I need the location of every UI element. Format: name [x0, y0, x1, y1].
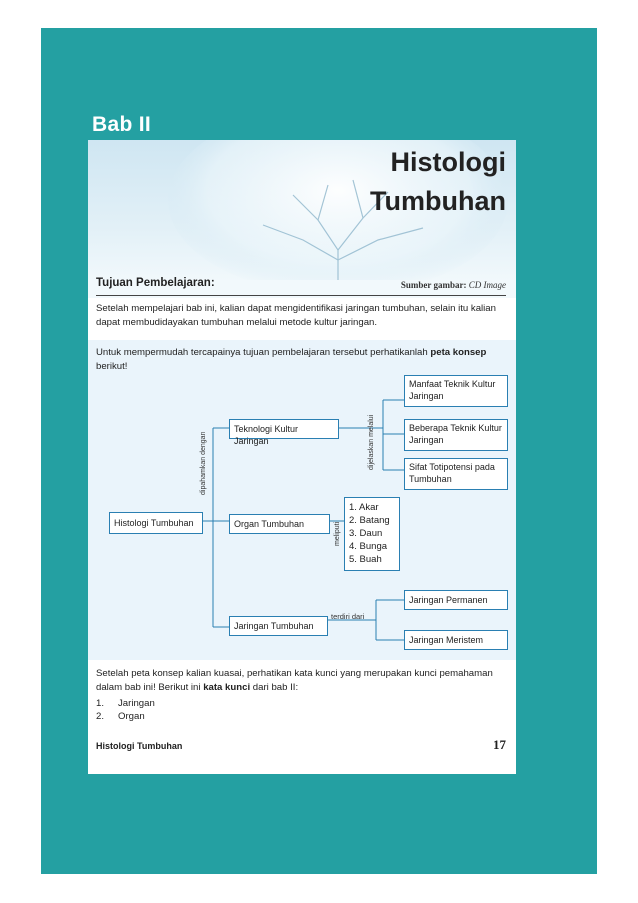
node-teknologi-item-3: Sifat Totipotensi pada Tumbuhan [404, 458, 508, 490]
footer-title: Histologi Tumbuhan [96, 741, 183, 751]
summary-text [96, 667, 508, 695]
organ-item-1: 1. Akar [349, 502, 379, 513]
objectives-heading: Tujuan Pembelajaran: [96, 277, 215, 289]
keyword-num: 2. [96, 711, 105, 722]
chapter-title-line1: Histologi [390, 147, 506, 177]
label-dipahamkan: dipahamkan dengan [200, 431, 207, 495]
chapter-title-line2: Tumbuhan [370, 186, 506, 216]
keyword-item-2 [96, 711, 145, 722]
node-teknologi-item-2: Beberapa Teknik Kultur Jaringan [404, 419, 508, 451]
node-jaringan-permanen: Jaringan Permanen [404, 590, 508, 610]
label-meliputi: meliputi [334, 521, 341, 546]
organ-item-5: 5. Buah [349, 554, 382, 565]
lead-text-before: Untuk mempermudah tercapainya tujuan pembelajaran tersebut perhatikanlah [96, 347, 431, 358]
summary-text-after: dari bab II: [250, 682, 299, 693]
node-organ-list [344, 497, 400, 571]
node-teknologi-item-1: Manfaat Teknik Kultur Jaringan [404, 375, 508, 407]
keyword-num: 1. [96, 698, 105, 709]
keyword-word: Organ [118, 711, 145, 722]
lead-bold: peta konsep [430, 347, 487, 358]
node-teknologi: Teknologi Kultur Jaringan [229, 419, 339, 439]
node-root: Histologi Tumbuhan [109, 512, 203, 534]
image-source-value: CD Image [468, 280, 506, 290]
keyword-item-1 [96, 698, 155, 709]
node-jaringan-meristem: Jaringan Meristem [404, 630, 508, 650]
label-dijelaskan: dijelaskan melalui [368, 414, 375, 470]
summary-text-before: Setelah peta konsep kalian kuasai, perhatikan kata kunci yang merupakan kunci pemahaman dalam bab ini! Berikut ini [96, 668, 493, 693]
chapter-label: Bab II [92, 113, 151, 136]
organ-item-4: 4. Bunga [349, 541, 388, 552]
objectives-text: Setelah mempelajari bab ini, kalian dapat mengidentifikasi jaringan tumbuhan, selain itu kalian dapat membudidayakan tumbuhan melalui metode kultur jaringan. [96, 303, 496, 328]
node-organ: Organ Tumbuhan [229, 514, 330, 534]
label-terdiri: terdiri dari [331, 612, 365, 621]
organ-item-3: 3. Daun [349, 528, 383, 539]
node-jaringan: Jaringan Tumbuhan [229, 616, 328, 636]
lead-text-after: berikut! [96, 361, 128, 372]
summary-bold: kata kunci [203, 682, 251, 693]
organ-item-2: 2. Batang [349, 515, 390, 526]
image-source-label: Sumber gambar: [400, 280, 467, 290]
keyword-word: Jaringan [118, 698, 155, 709]
page-number: 17 [493, 737, 506, 752]
